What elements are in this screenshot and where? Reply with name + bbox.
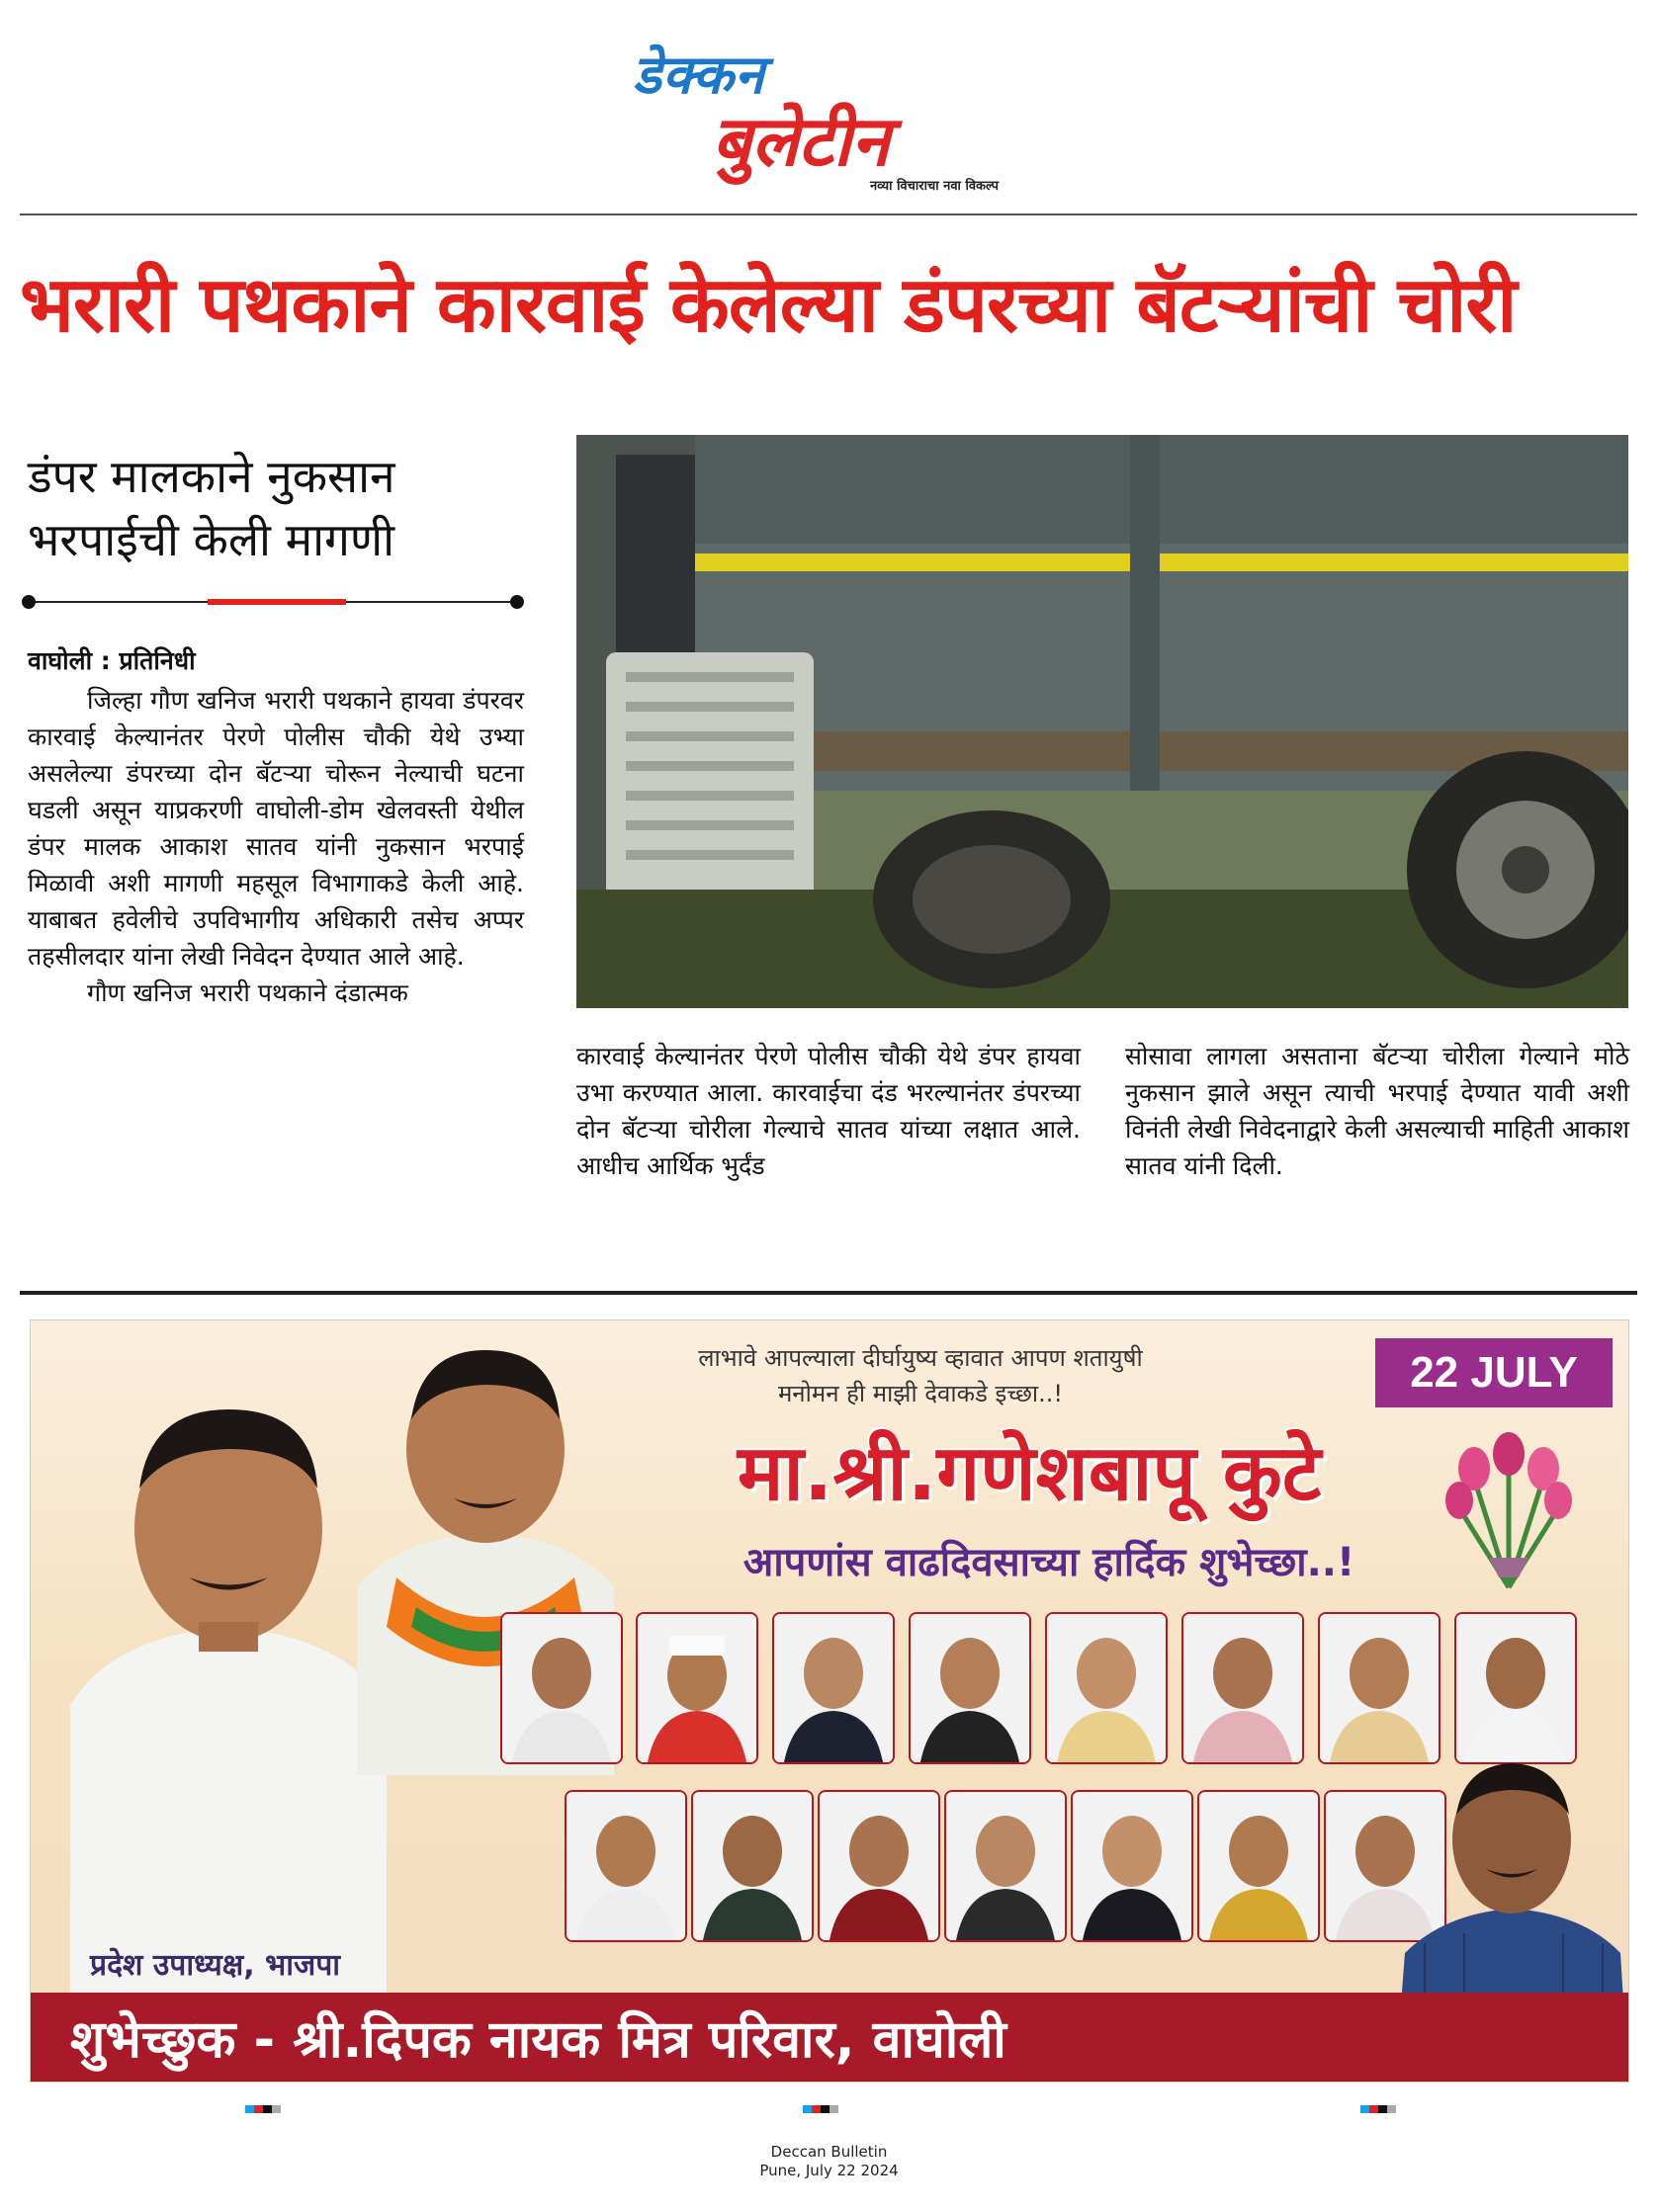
supporter-photo (1318, 1612, 1440, 1764)
article-column-2 (576, 1038, 1081, 1184)
registration-mark (1360, 2105, 1396, 2113)
article-paragraph: जिल्हा गौण खनिज भरारी पथकाने हायवा डंपरवर कारवाई केल्यानंतर पेरणे पोलीस चौकी येथे उभ्या असलेल्या डंपरच्या दोन बॅटऱ्या चोरून नेल्याची घटना घडली असून याप्रकरणी वाघोली-डोम खेलवस्ती येथील डंपर मालक आकाश सातव यांनी नुकसान भरपाई मिळावी अशी मागणी महसूल विभागाकडे केली आहे. याबाबत हवेलीचे उपविभागीय अधिकारी तसेच अप्पर तहसीलदार यांना लेखी निवेदन देण्यात आले आहे. (28, 686, 524, 971)
supporter-photo (565, 1790, 687, 1942)
footer-place-date: Pune, July 22 2024 (759, 2162, 899, 2179)
masthead-line2: बुलेटीन (712, 101, 890, 182)
subhead-rule-dot-left (22, 595, 36, 609)
advert-post-title: प्रदेश उपाध्यक्ष, भाजपा (90, 1948, 341, 1983)
dumper-photo (576, 435, 1628, 1008)
advert-date-badge: 22 JULY (1375, 1338, 1613, 1407)
supporter-photo (1454, 1612, 1577, 1764)
supporter-photo (1071, 1790, 1193, 1942)
supporter-photo (1197, 1790, 1320, 1942)
subhead (28, 445, 522, 571)
supporter-photo (944, 1790, 1067, 1942)
headline: भरारी पथकाने कारवाई केलेल्या डंपरच्या बॅटऱ्यांची चोरी (20, 261, 1517, 350)
advert-wish-line2: मनोमन ही माझी देवाकडे इच्छा..! (777, 1380, 1064, 1407)
birthday-advert (30, 1319, 1629, 2083)
supporter-photo (818, 1790, 940, 1942)
advert-portrait-primary (70, 1380, 387, 1993)
subhead-line1: डंपर मालकाने नुकसान (28, 450, 395, 503)
registration-mark (803, 2105, 838, 2113)
supporter-photo (1181, 1612, 1304, 1764)
supporter-photo (772, 1612, 895, 1764)
top-divider (20, 213, 1637, 215)
dateline: वाघोली : प्रतिनिधी (28, 646, 196, 675)
masthead-tagline: नव्या विचाराचा नवा विकल्प (869, 179, 999, 194)
footer (692, 2143, 966, 2180)
advert-wish (584, 1340, 1257, 1411)
section-divider (20, 1291, 1637, 1295)
article-column-1 (28, 682, 524, 1011)
registration-mark (245, 2105, 281, 2113)
advert-wish-line1: लाभावे आपल्याला दीर्घायुष्य व्हावात आपण शतायुषी (698, 1344, 1143, 1372)
supporter-photo (909, 1612, 1031, 1764)
article-paragraph: गौण खनिज भरारी पथकाने दंडात्मक (87, 978, 408, 1007)
subhead-rule-dot-right (510, 595, 524, 609)
masthead-line1: डेक्कन (633, 43, 765, 106)
subhead-line2: भरपाईची केली मागणी (28, 513, 395, 566)
advert-greeting: आपणांस वाढदिवसाच्या हार्दिक शुभेच्छा..! (742, 1540, 1355, 1585)
article-paragraph: सोसावा लागला असताना बॅटऱ्या चोरीला गेल्याने मोठे नुकसान झाले असून त्याची भरपाई देण्यात यावी अशी विनंती लेखी निवेदनाद्वारे केली असल्याची माहिती आकाश सातव यांनी दिली. (1125, 1042, 1629, 1180)
supporter-photo (691, 1790, 814, 1942)
advert-band-text: शुभेच्छुक - श्री.दिपक नायक मित्र परिवार, वाघोली (70, 2010, 1006, 2070)
footer-brand: Deccan Bulletin (770, 2143, 888, 2161)
article-column-3 (1125, 1038, 1629, 1184)
supporter-photo (1045, 1612, 1168, 1764)
advert-name: मा.श्री.गणेशबापू कुटे (737, 1429, 1322, 1518)
supporter-photo (500, 1612, 623, 1764)
subhead-rule-accent (208, 599, 346, 605)
supporter-photo (636, 1612, 758, 1764)
article-paragraph: कारवाई केल्यानंतर पेरणे पोलीस चौकी येथे डंपर हायवा उभा करण्यात आला. कारवाईचा दंड भरल्यानंतर डंपरच्या दोन बॅटऱ्या चोरीला गेल्याचे सातव यांच्या लक्षात आले. आधीच आर्थिक भुर्दंड (576, 1042, 1081, 1180)
